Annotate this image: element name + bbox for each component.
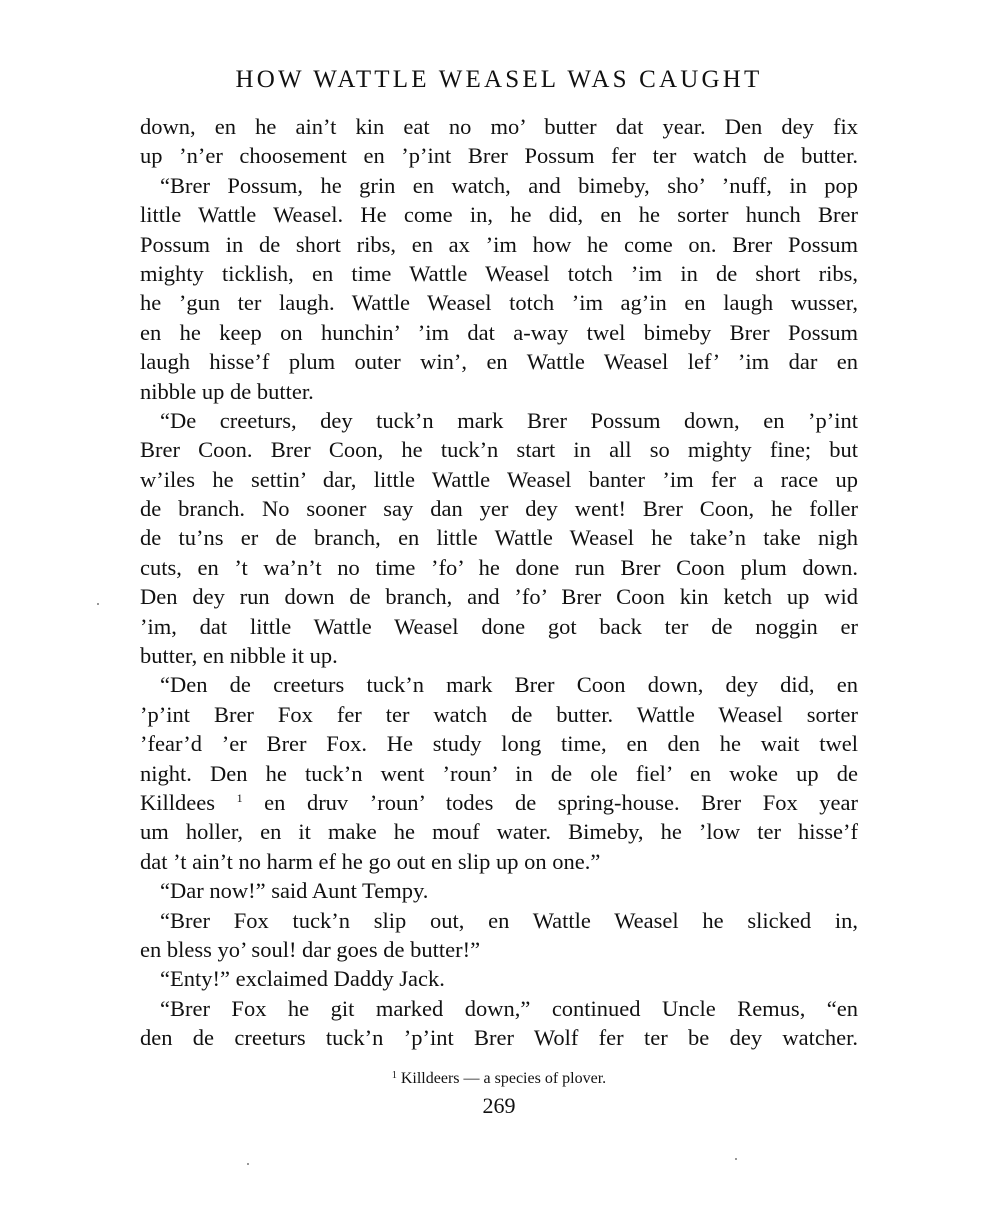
text-line: cuts, en ’t wa’n’t no time ’fo’ he done run Brer Coon plum down. (140, 554, 858, 580)
text-line-with-footnote-ref (140, 788, 858, 817)
text-line: laugh hisse’f plum outer win’, en Wattle Weasel lef’ ’im dar en (140, 349, 858, 375)
text-line: “Brer Possum, he grin en watch, and bimeby, sho’ ’nuff, in pop (160, 172, 858, 198)
text-line: down, en he ain’t kin eat no mo’ butter dat year. Den dey fix (140, 114, 858, 139)
text-line: “Enty!” exclaimed Daddy Jack. (160, 966, 445, 992)
text-line: up ’n’er choosement en ’p’int Brer Possum fer ter watch de butter. (140, 143, 858, 169)
body-text (140, 112, 858, 1053)
footnote-reference[interactable]: 1 (236, 790, 243, 805)
text-line: de branch. No sooner say dan yer dey went! Brer Coon, he foller (140, 496, 858, 522)
text-line: ’p’int Brer Fox fer ter watch de butter. Wattle Weasel sorter (140, 701, 858, 727)
footnote (140, 1068, 858, 1090)
text-line: “Den de creeturs tuck’n mark Brer Coon down, dey did, en (160, 672, 858, 698)
scan-speck (735, 1158, 737, 1160)
text-line: ’im, dat little Wattle Weasel done got back ter de noggin er (140, 613, 858, 639)
scan-speck (247, 1163, 249, 1165)
text-line: Possum in de short ribs, en ax ’im how he come on. Brer Possum (140, 231, 858, 257)
footnote-text: Killdeers — a species of plover. (400, 1070, 607, 1087)
text-line: he ’gun ter laugh. Wattle Weasel totch ’im ag’in en laugh wusser, (140, 290, 858, 316)
text-line: mighty ticklish, en time Wattle Weasel totch ’im in de short ribs, (140, 260, 858, 286)
text-line: “De creeturs, dey tuck’n mark Brer Possum down, en ’p’int (160, 407, 858, 433)
scan-speck (97, 603, 99, 605)
text-line: Brer Coon. Brer Coon, he tuck’n start in all so mighty fine; but (140, 437, 858, 463)
text-line: night. Den he tuck’n went ’roun’ in de ole fiel’ en woke up de (140, 760, 858, 786)
text-line: nibble up de butter. (140, 378, 314, 404)
text-line: en he keep on hunchin’ ’im dat a-way twel bimeby Brer Possum (140, 319, 858, 345)
text-line: ’fear’d ’er Brer Fox. He study long time, en den he wait twel (140, 731, 858, 757)
line-segment: en druv ’roun’ todes de spring-house. Brer Fox year (264, 789, 859, 815)
text-line: “Brer Fox he git marked down,” continued Uncle Remus, “en (160, 995, 858, 1021)
text-line: w’iles he settin’ dar, little Wattle Weasel banter ’im fer a race up (140, 466, 858, 492)
text-line: “Brer Fox tuck’n slip out, en Wattle Weasel he slicked in, (160, 907, 858, 933)
text-line: en bless yo’ soul! dar goes de butter!” (140, 936, 481, 962)
text-line: dat ’t ain’t no harm ef he go out en slip up on one.” (140, 848, 601, 874)
text-line: little Wattle Weasel. He come in, he did, en he sorter hunch Brer (140, 202, 858, 228)
text-line: Den dey run down de branch, and ’fo’ Brer Coon kin ketch up wid (140, 584, 858, 610)
text-line: um holler, en it make he mouf water. Bimeby, he ’low ter hisse’f (140, 819, 858, 845)
text-line: “Dar now!” said Aunt Tempy. (160, 878, 429, 904)
text-line: de tu’ns er de branch, en little Wattle Weasel he take’n take nigh (140, 525, 858, 551)
page-number: 269 (482, 1093, 516, 1118)
footnote-marker: 1 (391, 1070, 397, 1081)
text-line: butter, en nibble it up. (140, 643, 338, 669)
text-line: den de creeturs tuck’n ’p’int Brer Wolf fer ter be dey watcher. (140, 1025, 858, 1051)
line-segment: Killdees (140, 789, 215, 815)
running-head: HOW WATTLE WEASEL WAS CAUGHT (235, 66, 763, 93)
